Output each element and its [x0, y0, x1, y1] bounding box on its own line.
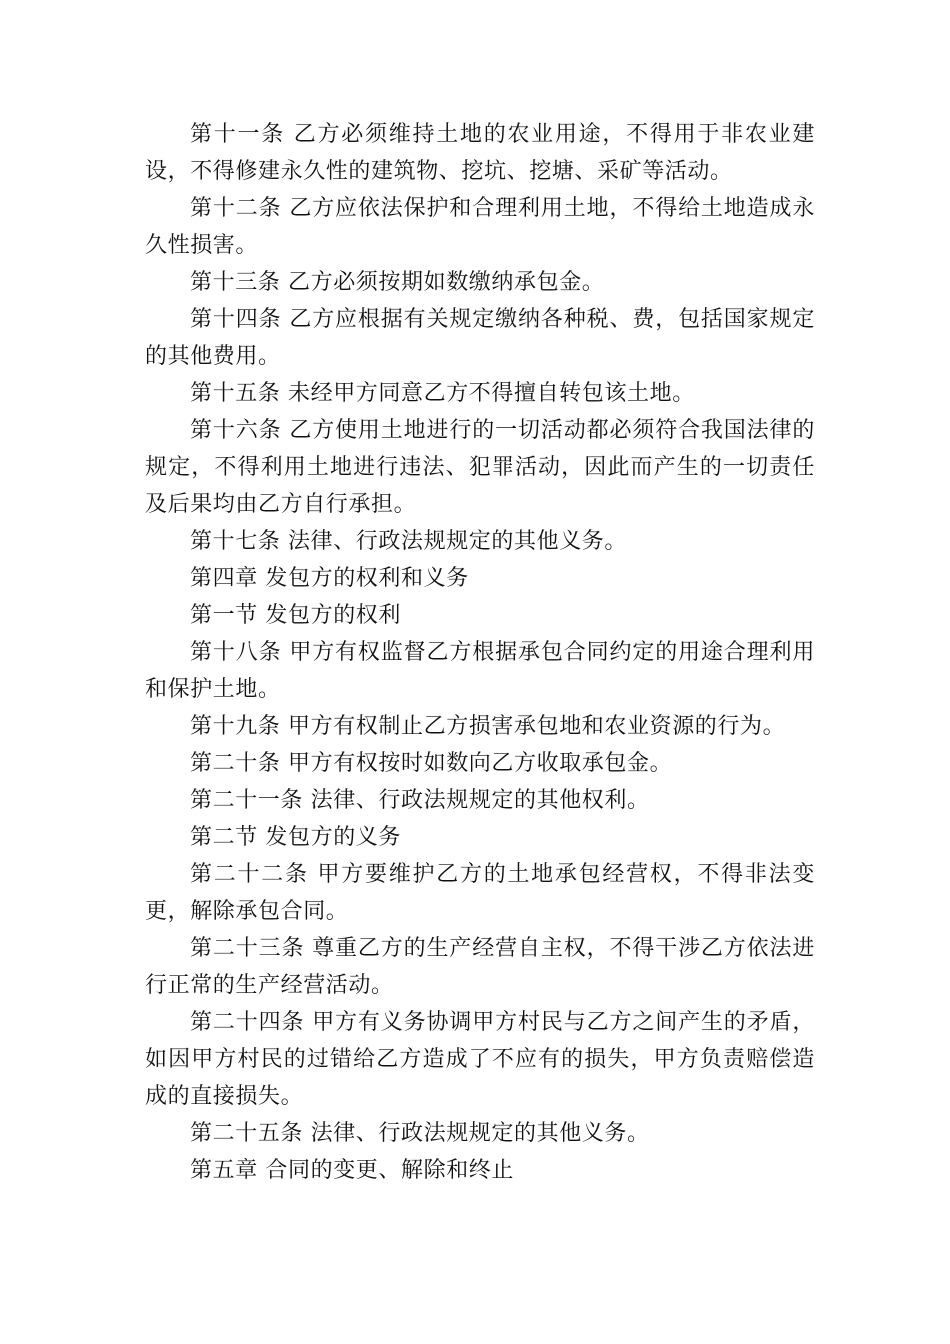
article-14: 第十四条 乙方应根据有关规定缴纳各种税、费，包括国家规定的其他费用。 — [145, 307, 815, 369]
section-1-heading: 第一节 发包方的权利 — [190, 603, 401, 628]
article-19: 第十九条 甲方有权制止乙方损害承包地和农业资源的行为。 — [190, 714, 786, 739]
article-25: 第二十五条 法律、行政法规规定的其他义务。 — [190, 1121, 650, 1146]
section-2-heading: 第二节 发包方的义务 — [190, 825, 401, 850]
article-12: 第十二条 乙方应依法保护和合理利用土地，不得给土地造成永久性损害。 — [145, 196, 815, 258]
article-22: 第二十二条 甲方要维护乙方的土地承包经营权，不得非法变更，解除承包合同。 — [145, 862, 815, 924]
article-13: 第十三条 乙方必须按期如数缴纳承包金。 — [190, 270, 605, 295]
article-17: 第十七条 法律、行政法规规定的其他义务。 — [190, 529, 627, 554]
article-11: 第十一条 乙方必须维持土地的农业用途，不得用于非农业建设，不得修建永久性的建筑物、挖坑、挖塘、采矿等活动。 — [145, 122, 815, 184]
chapter-5-heading: 第五章 合同的变更、解除和终止 — [190, 1158, 514, 1183]
article-24: 第二十四条 甲方有义务协调甲方村民与乙方之间产生的矛盾，如因甲方村民的过错给乙方造成了不应有的损失，甲方负责赔偿造成的直接损失。 — [145, 1010, 815, 1109]
article-20: 第二十条 甲方有权按时如数向乙方收取承包金。 — [190, 751, 673, 776]
document-body — [145, 116, 815, 1189]
article-16: 第十六条 乙方使用土地进行的一切活动都必须符合我国法律的规定，不得利用土地进行违法、犯罪活动，因此而产生的一切责任及后果均由乙方自行承担。 — [145, 418, 815, 517]
article-18: 第十八条 甲方有权监督乙方根据承包合同约定的用途合理利用和保护土地。 — [145, 640, 815, 702]
article-21: 第二十一条 法律、行政法规规定的其他权利。 — [190, 788, 650, 813]
article-23: 第二十三条 尊重乙方的生产经营自主权，不得干涉乙方依法进行正常的生产经营活动。 — [145, 936, 815, 998]
article-15: 第十五条 未经甲方同意乙方不得擅自转包该土地。 — [190, 381, 695, 406]
chapter-4-heading: 第四章 发包方的权利和义务 — [190, 566, 469, 591]
